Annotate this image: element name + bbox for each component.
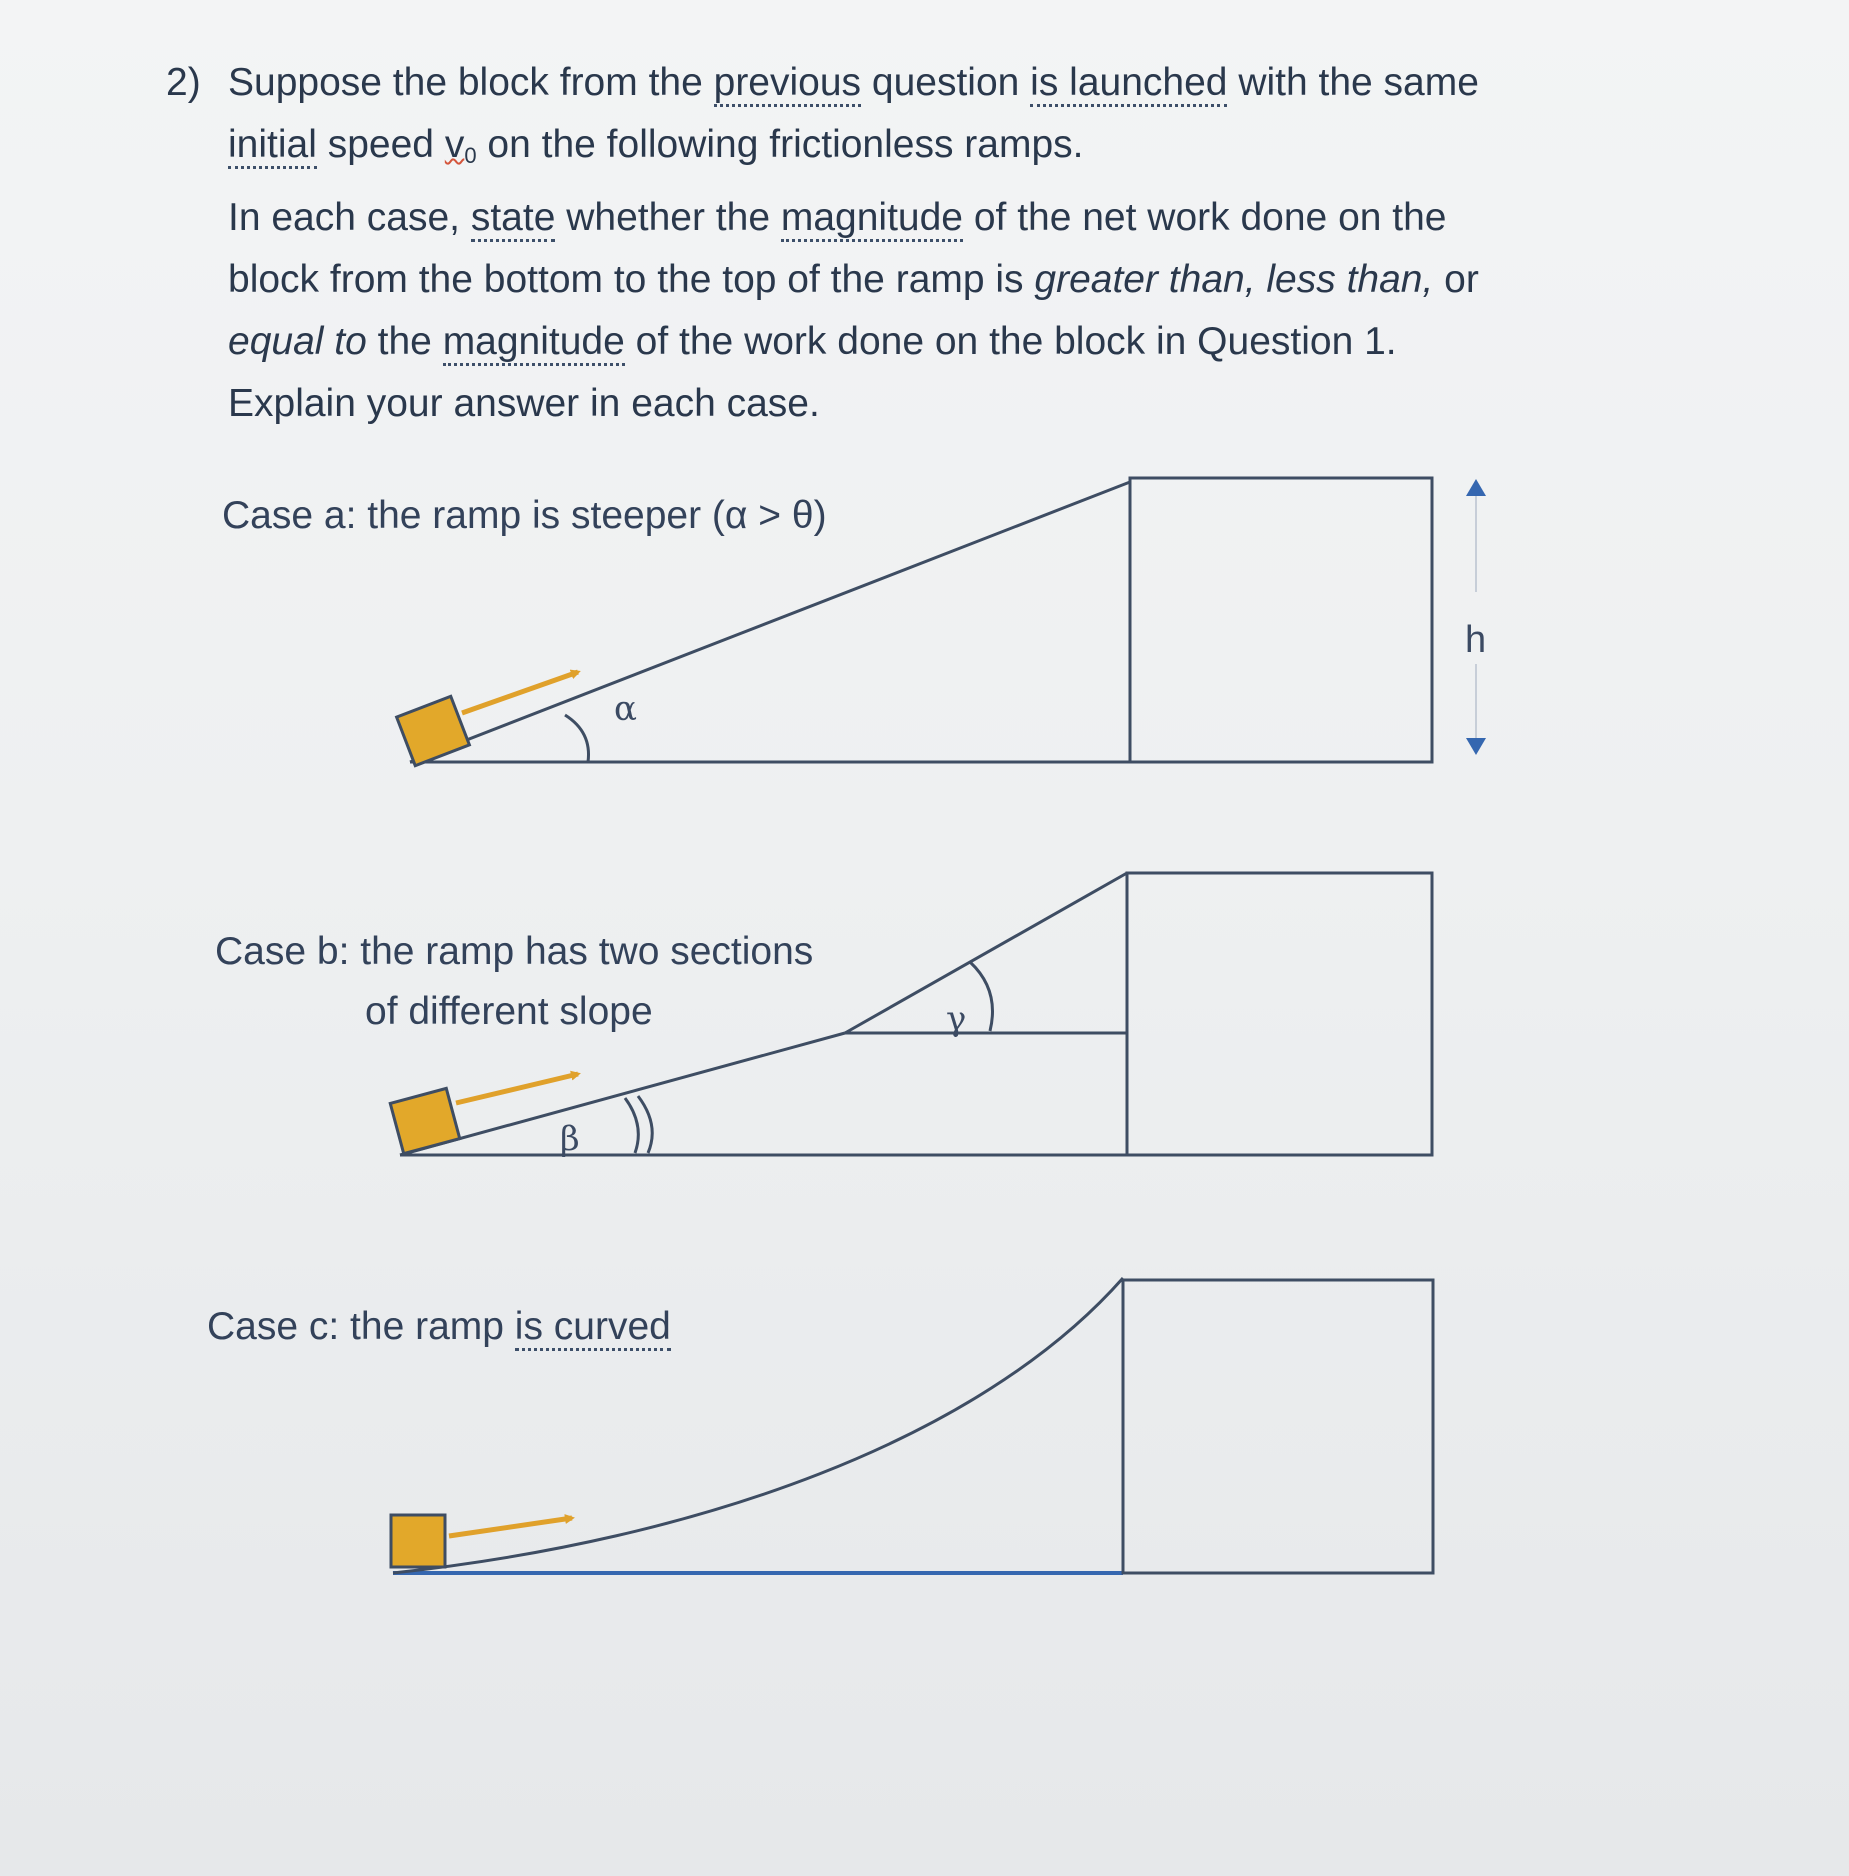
underlined-word-state: state bbox=[471, 196, 556, 242]
text-segment: the bbox=[366, 320, 443, 363]
text-segment: question bbox=[861, 61, 1031, 104]
underlined-word-magnitude: magnitude bbox=[781, 196, 963, 242]
case-b-platform bbox=[1127, 873, 1432, 1155]
case-a-velocity-arrow bbox=[462, 672, 578, 713]
text-segment: of the net work done on the bbox=[963, 196, 1447, 239]
case-b-angle-arc-outer bbox=[638, 1096, 652, 1153]
case-b-angle-gamma: γ bbox=[946, 999, 967, 1039]
case-c-block bbox=[391, 1515, 445, 1567]
text-segment: Suppose the block from the bbox=[228, 61, 714, 104]
case-b-upper-slope bbox=[845, 873, 1127, 1033]
height-arrow-down-head bbox=[1466, 738, 1486, 755]
question-number: 2) bbox=[166, 61, 201, 104]
symbol-subscript: 0 bbox=[464, 143, 477, 168]
case-b-upper-angle-arc bbox=[970, 962, 993, 1031]
text-segment: speed bbox=[316, 123, 445, 166]
case-a-ramp-incline bbox=[410, 482, 1130, 762]
underlined-word-launched: is launched bbox=[1030, 61, 1227, 107]
case-a-angle-alpha: α bbox=[614, 689, 637, 729]
case-a-block bbox=[397, 696, 470, 765]
symbol-v: v bbox=[444, 123, 465, 166]
text-segment: or bbox=[1433, 258, 1479, 301]
case-c-velocity-arrow bbox=[449, 1518, 572, 1536]
italic-equal-to: equal to bbox=[228, 320, 367, 363]
case-c-platform bbox=[1123, 1280, 1433, 1573]
case-b-velocity-arrow bbox=[456, 1074, 578, 1103]
underlined-word-curved: is curved bbox=[515, 1305, 671, 1351]
case-b-label-line-2: of different slope bbox=[365, 990, 653, 1033]
case-b-label-line-1: Case b: the ramp has two sections bbox=[215, 930, 814, 973]
case-b-lower-slope bbox=[400, 1033, 845, 1155]
text-segment: of the work done on the block in Question 1. bbox=[624, 320, 1397, 363]
text-segment: whether the bbox=[555, 196, 781, 239]
text-segment: block from the bottom to the top of the ramp is bbox=[228, 258, 1035, 301]
case-a-label: Case a: the ramp is steeper (α > θ) bbox=[222, 494, 827, 537]
height-label-h: h bbox=[1465, 619, 1487, 661]
case-c-diagram bbox=[391, 1278, 1433, 1573]
height-arrow-up-head bbox=[1466, 479, 1486, 496]
underlined-word-initial: initial bbox=[228, 123, 317, 169]
text-segment: In each case, bbox=[228, 196, 471, 239]
case-b-block bbox=[390, 1088, 459, 1153]
case-a-angle-arc bbox=[565, 715, 589, 762]
underlined-word-previous: previous bbox=[714, 61, 861, 107]
case-b-angle-arc-inner bbox=[625, 1098, 638, 1153]
italic-comparison-options: greater than, less than, bbox=[1034, 258, 1434, 301]
case-b-angle-beta: β bbox=[560, 1119, 580, 1159]
text-segment: Case c: the ramp bbox=[207, 1305, 515, 1348]
case-a-platform bbox=[1130, 478, 1432, 762]
text-segment: on the following frictionless ramps. bbox=[476, 123, 1084, 166]
case-b-diagram bbox=[390, 873, 1432, 1159]
text-segment: Explain your answer in each case. bbox=[228, 382, 820, 425]
case-a-diagram bbox=[397, 478, 1487, 766]
text-segment: with the same bbox=[1227, 61, 1479, 104]
underlined-word-magnitude: magnitude bbox=[443, 320, 625, 366]
